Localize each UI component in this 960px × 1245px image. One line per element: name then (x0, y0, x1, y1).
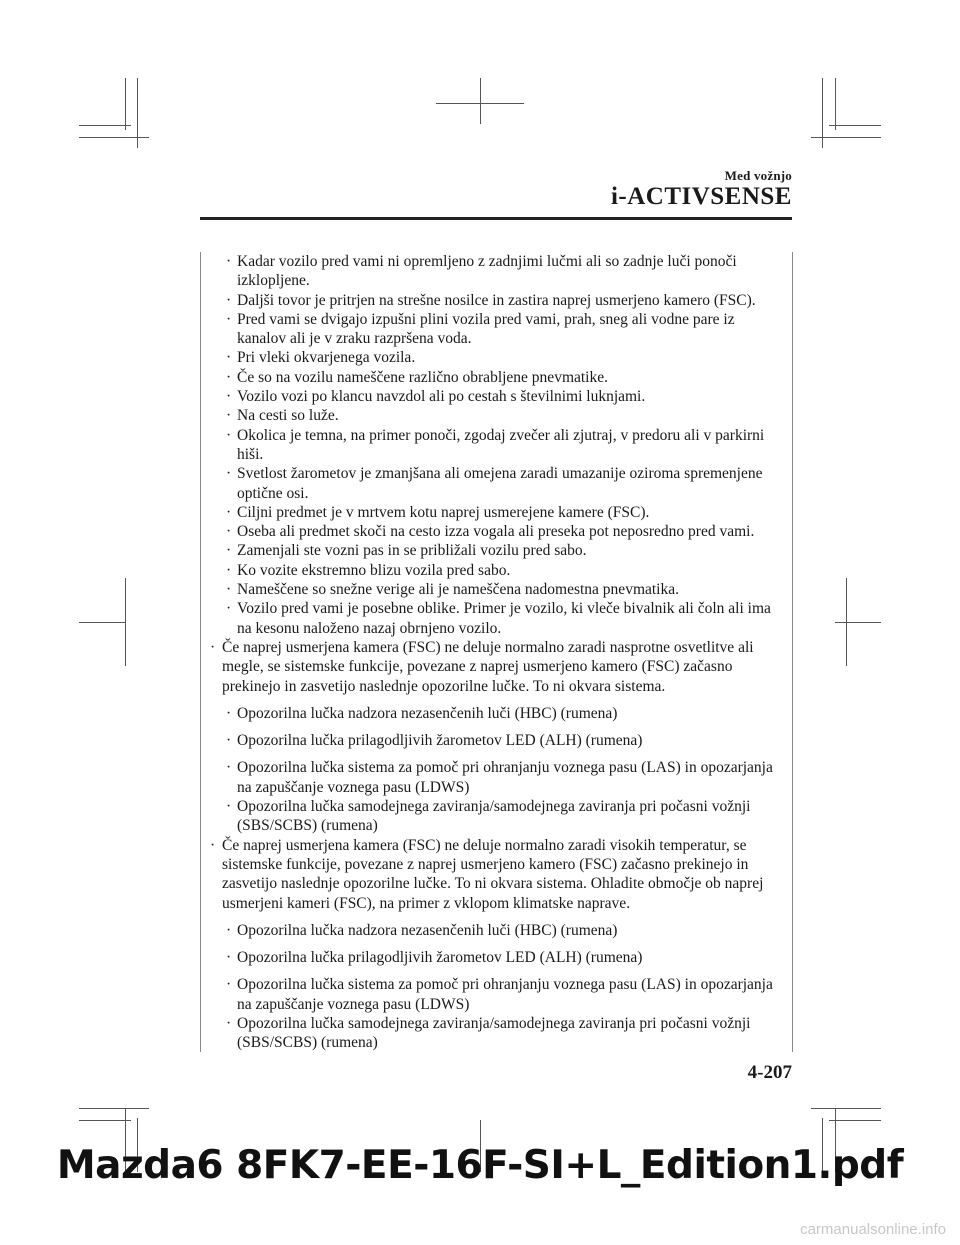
watermark: carmanualsonline.info (800, 1221, 946, 1238)
list-item: · Ko vozite ekstremno blizu vozila pred sabo. (226, 561, 511, 579)
bullet: · (226, 759, 232, 777)
bullet: · (226, 581, 232, 599)
bullet: · (226, 732, 232, 750)
list-item: · Opozorilna lučka nadzora nezasenčenih luči (HBC) (rumena) (226, 921, 618, 939)
bullet: · (226, 253, 232, 270)
bullet: · (226, 949, 232, 967)
crop-mark (125, 78, 126, 130)
list-item: · Opozorilna lučka prilagodljivih žarometov LED (ALH) (rumena) (226, 949, 643, 967)
crop-mark (835, 622, 881, 623)
list-item: · Oseba ali predmet skoči na cesto izza vogala ali preseka pot neposredno pred vami. (226, 523, 755, 541)
bullet: · (226, 561, 232, 579)
crop-mark (811, 137, 881, 138)
warning-lamp-list (205, 704, 785, 836)
list-item: · Zamenjali ste vozni pas in se približali vozilu pred sabo. (226, 542, 587, 560)
list-item: · Svetlost žarometov je zmanjšana ali omejena zaradi umazanije oziroma spremenjene optične osi. (226, 465, 763, 502)
list-item: · Opozorilna lučka samodejnega zaviranja/samodejnega zaviranja pri počasni vožnji (SBS/SCBS) (rumena) (226, 798, 751, 835)
list-item: · Vozilo vozi po klancu navzdol ali po cestah s številnimi luknjami. (226, 388, 646, 406)
right-margin-rule (792, 252, 793, 1052)
bullet: · (226, 921, 232, 939)
bullet: · (226, 976, 232, 994)
crop-mark (79, 137, 149, 138)
list-item: · Pri vleki okvarjenega vozila. (226, 349, 416, 367)
note-heat: · Če naprej usmerjena kamera (FSC) ne deluje normalno zaradi visokih temperatur, se sistemske funkcije, povezane z naprej usmerjeno kamero (FSC) začasno prekinejo in zasvetijo naslednje opozorilne lučke. To ni okvara sistema. Ohladite območje ob naprej usmerjeni kameri (FSC), na primer z vklopom klimatske naprave. (210, 836, 764, 912)
bullet: · (226, 1014, 232, 1032)
list-item: · Daljši tovor je pritrjen na strešne nosilce in zastira naprej usmerjeno kamero (FSC). (226, 291, 756, 309)
page-title: i-ACTIVSENSE (610, 183, 792, 210)
note-backlight: · Če naprej usmerjena kamera (FSC) ne deluje normalno zaradi nasprotne osvetlitve ali megle, se sistemske funkcije, povezane z naprej usmerjeno kamero (FSC) začasno prekinejo in zasvetijo naslednje opozorilne lučke. To ni okvara sistema. (210, 638, 754, 695)
crop-mark (125, 578, 126, 666)
bullet: · (226, 542, 232, 560)
bullet: · (226, 426, 232, 444)
list-item: · Opozorilna lučka samodejnega zaviranja/samodejnega zaviranja pri počasni vožnji (SBS/SCBS) (rumena) (226, 1014, 751, 1052)
bullet: · (226, 798, 232, 816)
list-item: · Okolica je temna, na primer ponoči, zgodaj zvečer ali zjutraj, v predoru ali v parkirni hiši. (226, 426, 765, 463)
bullet: · (210, 836, 216, 854)
left-margin-rule (200, 252, 201, 1052)
list-item: · Kadar vozilo pred vami ni opremljeno z zadnjimi lučmi ali so zadnje luči ponoči izklopljene. (226, 253, 737, 290)
footer-filename: Mazda6 8FK7-EE-16F-SI+L_Edition1.pdf (56, 1143, 904, 1188)
bullet: · (226, 291, 232, 309)
bullet: · (226, 388, 232, 406)
crop-mark (811, 1108, 881, 1109)
crop-mark (846, 578, 847, 666)
crop-mark (79, 622, 125, 623)
bullet: · (226, 368, 232, 386)
crop-mark (79, 1120, 131, 1121)
page-number: 4-207 (747, 1062, 792, 1083)
list-item: · Vozilo pred vami je posebne oblike. Primer je vozilo, ki vleče bivalnik ali čoln ali ima na kesonu naloženo nazaj obrnjeno vozilo. (226, 600, 771, 637)
list-item: · Ciljni predmet je v mrtvem kotu naprej usmerejene kamere (FSC). (226, 503, 650, 521)
list-item: · Nameščene so snežne verige ali je nameščena nadomestna pnevmatika. (226, 581, 679, 599)
bullet: · (226, 349, 232, 367)
bullet: · (226, 600, 232, 618)
crop-mark (835, 78, 836, 130)
warning-lamp-list (205, 921, 785, 1053)
crop-mark (79, 125, 131, 126)
list-item: · Opozorilna lučka sistema za pomoč pri ohranjanju voznega pasu (LAS) in opozarjanja na zapuščanje voznega pasu (LDWS) (226, 759, 773, 796)
condition-list (205, 252, 785, 638)
crop-mark (829, 1120, 881, 1121)
body-text (205, 252, 785, 1053)
bullet: · (226, 465, 232, 483)
list-item: · Opozorilna lučka nadzora nezasenčenih luči (HBC) (rumena) (226, 704, 618, 722)
list-item: · Pred vami se dvigajo izpušni plini vozila pred vami, prah, sneg ali vodne pare iz kanalov ali je v zraku razpršena voda. (226, 310, 735, 348)
bullet: · (226, 407, 232, 425)
crop-mark (480, 78, 481, 124)
crop-mark (79, 1108, 149, 1109)
list-item: · Opozorilna lučka prilagodljivih žarometov LED (ALH) (rumena) (226, 732, 643, 750)
list-item: · Opozorilna lučka sistema za pomoč pri ohranjanju voznega pasu (LAS) in opozarjanja na zapuščanje voznega pasu (LDWS) (226, 976, 773, 1013)
crop-mark (829, 125, 881, 126)
list-item: · Če so na vozilu nameščene različno obrabljene pnevmatike. (226, 368, 608, 386)
bullet: · (226, 523, 232, 541)
bullet: · (226, 310, 232, 328)
header-rule (200, 217, 792, 220)
bullet: · (226, 704, 232, 722)
section-label: Med vožnjo (724, 168, 792, 183)
bullet: · (226, 503, 232, 521)
list-item: · Na cesti so luže. (226, 407, 339, 425)
bullet: · (210, 638, 216, 656)
